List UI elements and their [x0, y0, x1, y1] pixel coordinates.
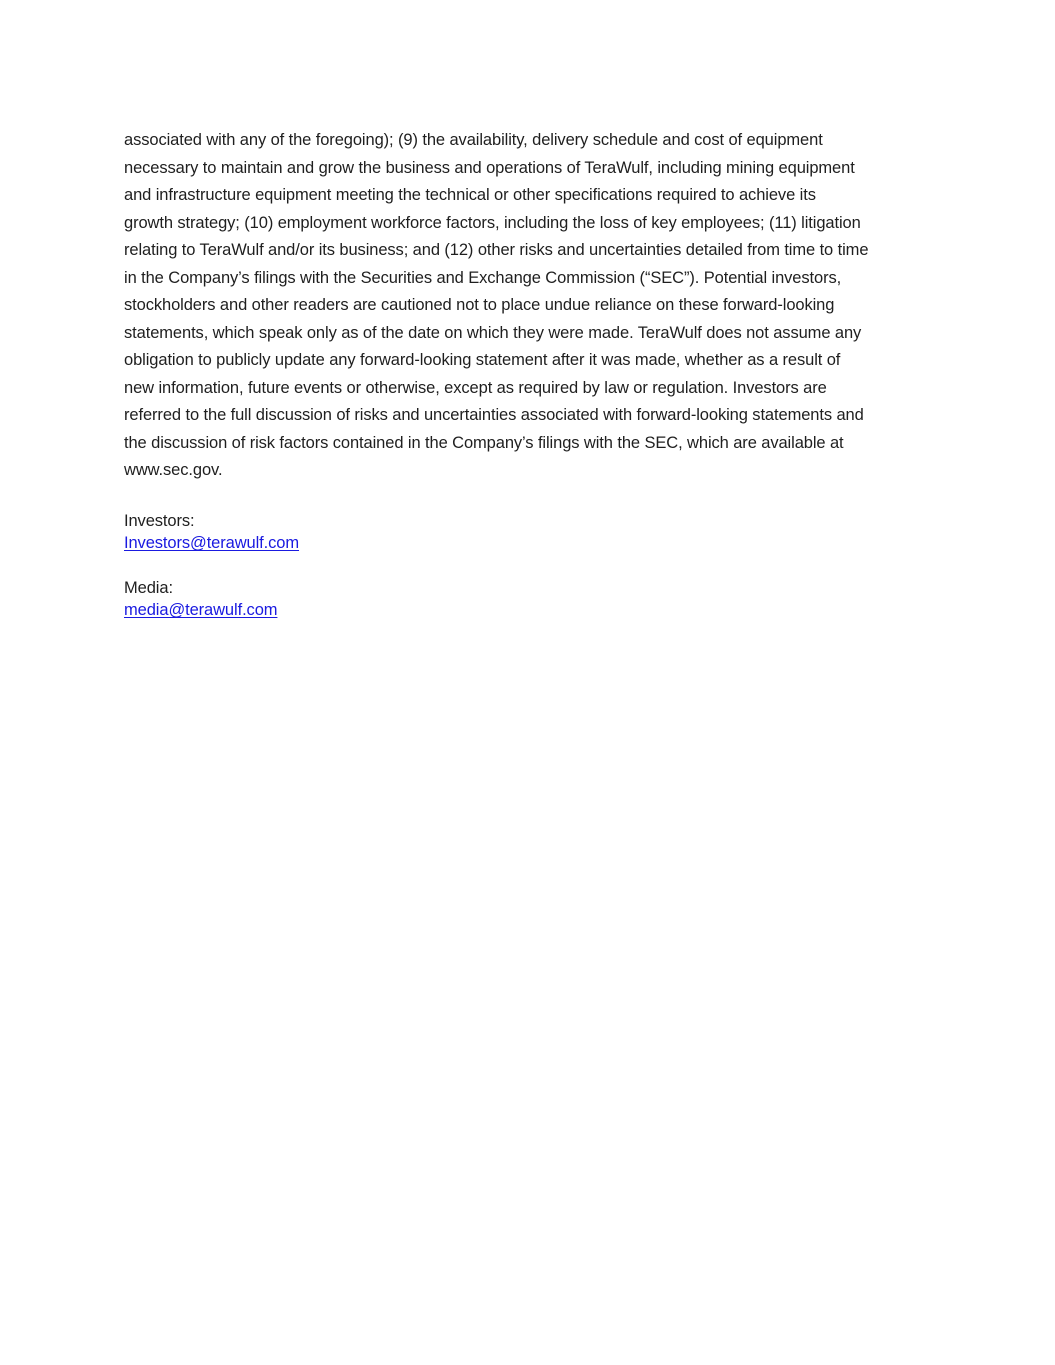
- body-text-line: the discussion of risk factors contained in the Company’s filings with the SEC, which are available at: [124, 433, 844, 452]
- investors-contact-group: [124, 510, 954, 555]
- body-text-line: necessary to maintain and grow the business and operations of TeraWulf, including mining equipment: [124, 158, 855, 177]
- document-content: [124, 127, 954, 622]
- investors-label: Investors:: [124, 511, 195, 530]
- forward-looking-statements-paragraph: [124, 127, 954, 485]
- body-text-line: www.sec.gov.: [124, 461, 223, 479]
- body-text-line: new information, future events or otherwise, except as required by law or regulation. Investors are: [124, 378, 827, 397]
- body-text-line: growth strategy; (10) employment workforce factors, including the loss of key employees; (11) litigation: [124, 213, 861, 232]
- investors-email-link[interactable]: Investors@terawulf.com: [124, 534, 300, 552]
- body-text-line: associated with any of the foregoing); (9) the availability, delivery schedule and cost of equipment: [124, 131, 823, 149]
- contact-section: [124, 510, 954, 622]
- body-text-line: in the Company’s filings with the Securities and Exchange Commission (“SEC”). Potential investors,: [124, 268, 842, 287]
- body-text-line: referred to the full discussion of risks and uncertainties associated with forward-looking statements and: [124, 406, 864, 424]
- body-text-line: statements, which speak only as of the date on which they were made. TeraWulf does not assume any: [124, 323, 862, 342]
- body-text-line: and infrastructure equipment meeting the technical or other specifications required to achieve its: [124, 186, 816, 204]
- body-text-line: obligation to publicly update any forward-looking statement after it was made, whether as a result of: [124, 351, 841, 369]
- media-contact-group: [124, 577, 954, 622]
- body-text-line: relating to TeraWulf and/or its business; and (12) other risks and uncertainties detailed from time to time: [124, 241, 869, 259]
- media-email-link[interactable]: media@terawulf.com: [124, 601, 278, 619]
- media-label: Media:: [124, 578, 173, 597]
- body-text-line: stockholders and other readers are cautioned not to place undue reliance on these forward-looking: [124, 296, 835, 314]
